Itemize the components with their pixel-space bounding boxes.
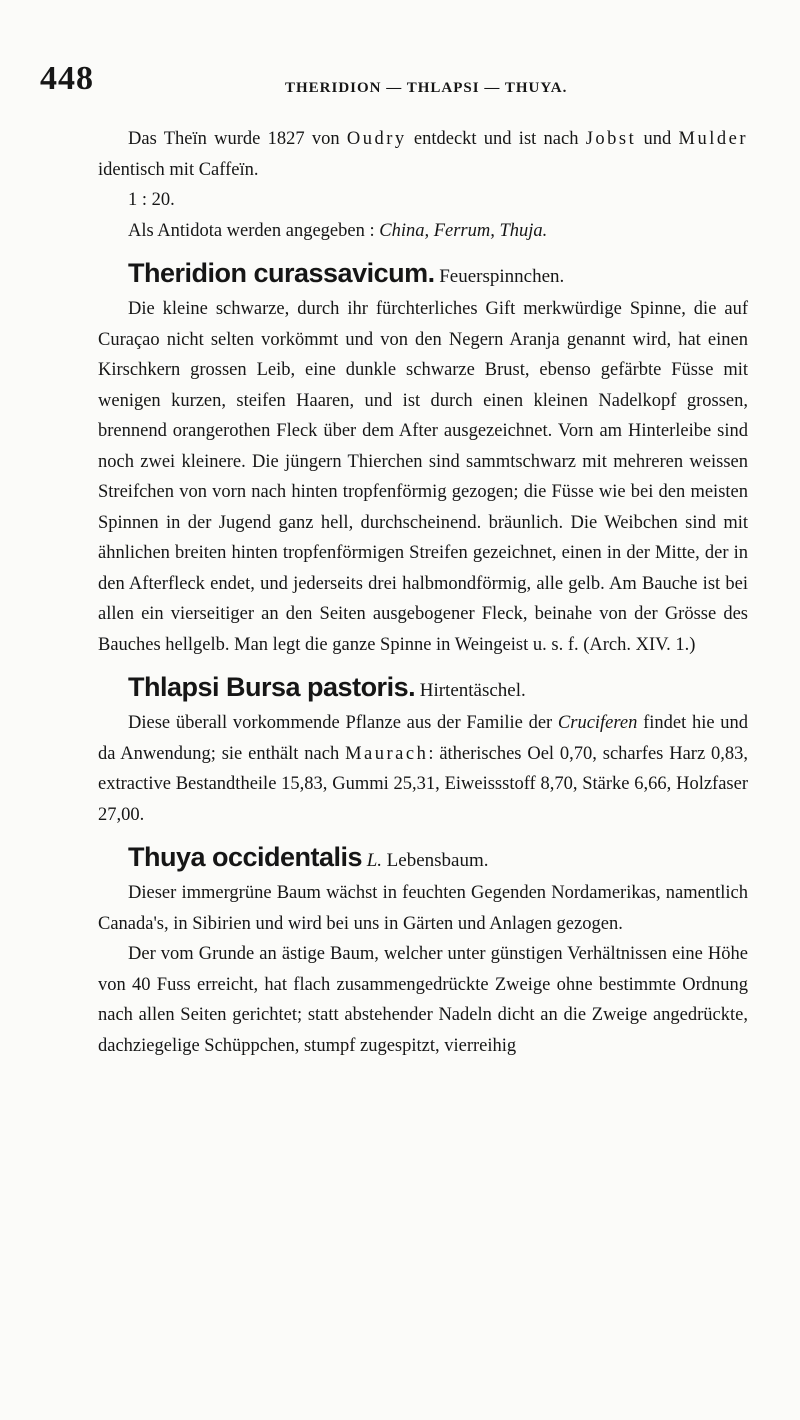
page-header (40, 60, 760, 110)
entry-subtitle: Lebensbaum. (386, 850, 489, 871)
entry-title: Thuya occidentalis (128, 842, 363, 872)
author-name: Jobst (585, 129, 637, 149)
entry-title: Thlapsi Bursa pastoris. (128, 672, 416, 702)
dilution-ratio: 1 : 20. (128, 190, 175, 210)
thuya-paragraph-2: Der vom Grunde an ästige Baum, welcher unter günstigen Verhältnissen eine Höhe von 40 Fuss erreicht, hat flach zusammengedrückte Zweige ohne bestimmte Ordnung nach allen Seiten gerichtet; statt abstehender Nadeln dicht an die Zweige angedrückte, dachziegelige Schüppchen, stumpf zugespitzt, vierreihig (98, 944, 748, 1056)
entry-heading-thlapsi (98, 670, 748, 708)
running-head: THERIDION — THLAPSI — THUYA. (285, 80, 568, 96)
author-name: Mulder (678, 129, 748, 149)
intro-paragraph: Das Theïn wurde 1827 von Oudry entdeckt und ist nach Jobst und Mulder identisch mit Caffeïn. (98, 129, 748, 180)
entry-subtitle: Hirtentäschel. (419, 680, 526, 701)
thlapsi-paragraph: Diese überall vorkommende Pflanze aus der Familie der Cruciferen findet hie und da Anwendung; sie enthält nach Maurach: ätherisches Oel 0,70, scharfes Harz 0,83, extractive Bestandtheile 15,83, Gummi 25,31, Eiweissstoff 8,70, Stärke 6,66, Holzfaser 27,00. (98, 713, 748, 825)
page-body (98, 124, 748, 1061)
page-number: 448 (40, 60, 94, 97)
thuya-paragraph-1: Dieser immergrüne Baum wächst in feuchten Gegenden Nordamerikas, namentlich Canada's, in Sibirien und wird bei uns in Gärten und Anlagen gezogen. (98, 883, 748, 934)
entry-subtitle: Feuerspinnchen. (439, 266, 565, 287)
author-name: Maurach (345, 743, 429, 764)
entry-author: L. (366, 850, 383, 871)
theridion-paragraph: Die kleine schwarze, durch ihr fürchterliches Gift merkwürdige Spinne, die auf Curaçao nicht selten vorkömmt und von den Negern Aranja genannt wird, hat einen Kirschkern grossen Leib, eine dunkle schwarze Brust, ebenso gefärbte Füsse mit wenigen kurzen, steifen Haaren, und ist durch einen kleinen Nadelkopf grossen, brennend orangerothen Fleck über dem After ausgezeichnet. Vorn am Hinterleibe sind noch zwei kleinere. Die jüngern Thierchen sind sammtschwarz mit mehreren weissen Streifchen von vorn nach hinten tropfenförmig gezogen; die Füsse wie bei den meisten Spinnen in der Jugend ganz hell, durchscheinend. bräunlich. Die Weibchen sind mit ähnlichen breiten hinten tropfenförmigen Streifen gezeichnet, einen in der Mitte, der in den Afterfleck endet, und jederseits drei halbmondförmig, alle gelb. Am Bauche ist bei allen ein vierseitiger an den Seiten ausgebogener Fleck, beinahe von der Grösse des Bauches hellgelb. Man legt die ganze Spinne in Weingeist u. s. f. (Arch. XIV. 1.) (98, 299, 748, 655)
author-name: Oudry (346, 129, 407, 149)
antidota-paragraph: Als Antidota werden angegeben : China, Ferrum, Thuja. (128, 220, 548, 241)
entry-heading-thuya (98, 840, 748, 878)
entry-heading-theridion (98, 256, 748, 294)
entry-title: Theridion curassavicum. (128, 258, 435, 288)
